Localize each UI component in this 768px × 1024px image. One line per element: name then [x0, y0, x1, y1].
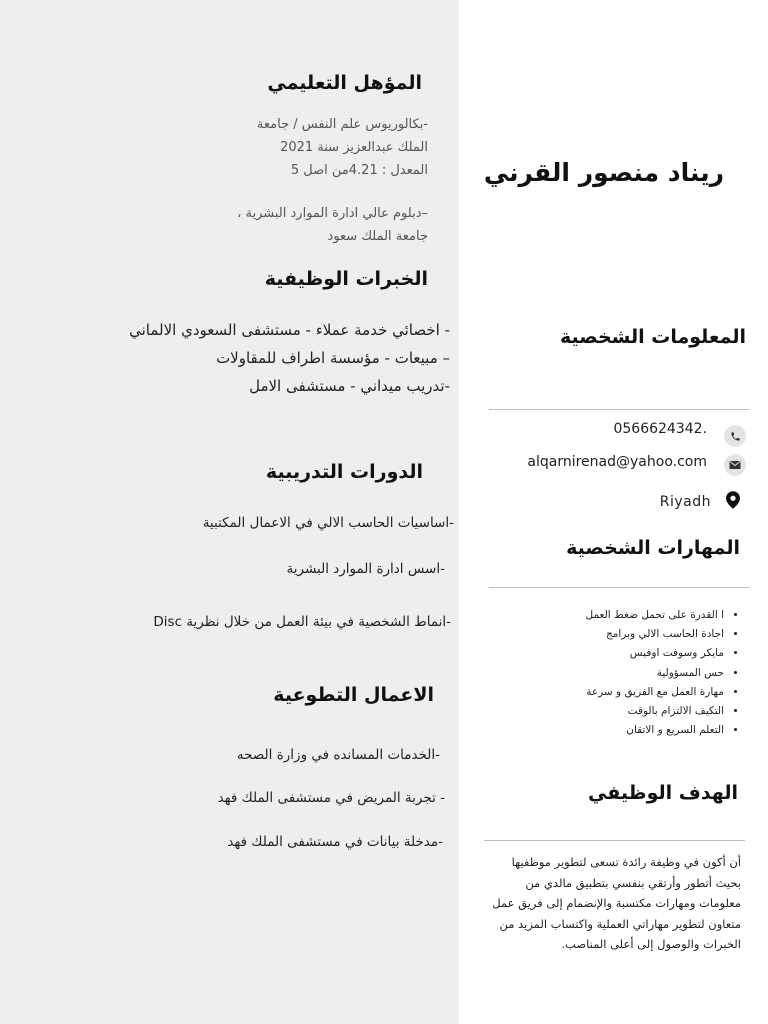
- phone-icon: [724, 425, 746, 447]
- phone-text: 0566624342.: [613, 421, 707, 437]
- city-text: Riyadh: [659, 494, 711, 510]
- education-line: جامعة الملك سعود: [327, 229, 428, 244]
- location-pin-icon: [726, 491, 740, 513]
- courses-heading: الدورات التدريبية: [265, 461, 423, 483]
- experience-item: - اخصائي خدمة عملاء - مستشفى السعودي الالماني: [129, 321, 450, 339]
- experience-item: -تدريب ميداني - مستشفى الامل: [249, 377, 450, 395]
- objective-text: أن أكون في وظيفة رائدة تسعى لتطوير موظفيها بحيث أتطور وأرتقي بنفسي بتطبيق مالدي من معلومات ومهارات مكتسبة والإنضمام إلى فريق عمل متعاون لتطوير مهاراتي العملية واكتساب المزيد من الخبرات والوصول إلى أعلى المناصب.: [492, 855, 741, 951]
- course-item: -اسس ادارة الموارد البشرية: [286, 561, 445, 577]
- email-text: alqarnirenad@yahoo.com: [527, 454, 707, 470]
- volunteer-item: -مدخلة بيانات في مستشفى الملك فهد: [227, 834, 443, 850]
- course-item: -اساسيات الحاسب الالي في الاعمال المكتبية: [202, 515, 454, 531]
- education-line: الملك عبدالعزيز سنة 2021: [280, 140, 428, 155]
- skill-item: • حس المسؤولية: [520, 664, 724, 683]
- divider: [489, 409, 750, 410]
- skill-item: • التكيف الالتزام بالوقت: [520, 702, 724, 721]
- education-block: [198, 113, 428, 248]
- skills-list: [520, 606, 740, 740]
- objective-heading: الهدف الوظيفي: [588, 782, 738, 804]
- volunteer-heading: الاعمال التطوعية: [273, 684, 434, 706]
- experience-heading: الخبرات الوظيفية: [264, 268, 428, 290]
- envelope-icon: [724, 454, 746, 476]
- education-heading: المؤهل التعليمي: [267, 72, 422, 94]
- experience-list: [65, 316, 450, 400]
- experience-item: – مبيعات - مؤسسة اطراف للمقاولات: [216, 349, 450, 367]
- education-line: -بكالوريوس علم النفس / جامعة: [256, 117, 428, 132]
- skills-heading: المهارات الشخصية: [566, 537, 740, 559]
- skill-item: • التعلم السريع و الاتقان: [520, 721, 724, 740]
- divider: [484, 840, 745, 841]
- skill-item: • ا القدرة على تحمل ضغط العمل: [520, 606, 724, 625]
- volunteer-item: -الخدمات المسانده في وزارة الصحه: [236, 747, 440, 763]
- candidate-name: ريناد منصور القرني: [483, 158, 724, 187]
- divider: [489, 587, 750, 588]
- volunteer-item: - تجربة المريض في مستشفى الملك فهد: [217, 790, 445, 806]
- skill-item: • مايكر وسوفت اوفيس: [520, 644, 724, 663]
- skills-list-container: [520, 606, 740, 740]
- skill-item: • مهارة العمل مع الفريق و سرعة: [520, 683, 724, 702]
- skill-item: • اجادة الحاسب الالي وبرامج: [520, 625, 724, 644]
- course-item: -انماط الشخصية في بيئة العمل من خلال نظرية Disc: [153, 614, 451, 630]
- personal-info-heading: المعلومات الشخصية: [559, 326, 746, 348]
- education-line: المعدل : 4.21من اصل 5: [290, 163, 428, 178]
- education-line: –دبلوم عالي ادارة الموارد البشرية ،: [237, 206, 428, 221]
